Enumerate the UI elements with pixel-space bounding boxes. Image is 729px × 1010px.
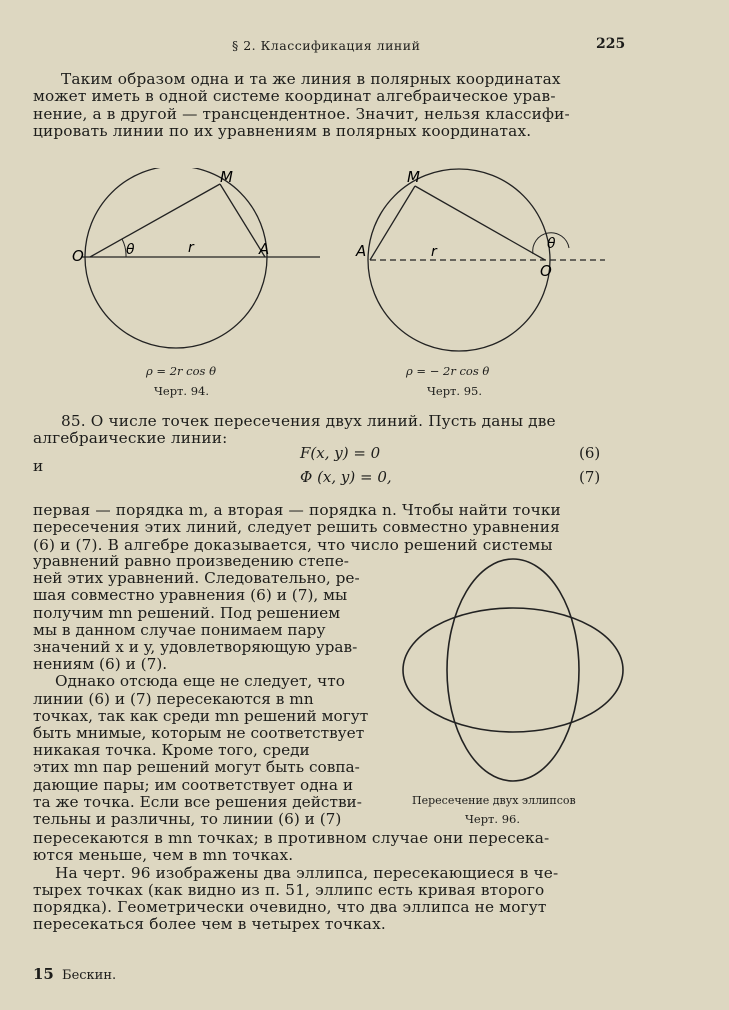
- point-m-label: M: [407, 168, 420, 186]
- intro-paragraph: [33, 71, 623, 140]
- circle: [85, 168, 270, 348]
- figure-94-formula: ρ = 2r cos θ: [146, 364, 217, 378]
- author-name: Бескин.: [62, 968, 117, 983]
- figure-96-label: Пересечение двух эллипсов: [412, 794, 576, 807]
- radius-r-label: r: [431, 244, 437, 260]
- footer-signature: [33, 965, 116, 983]
- text-line: тырех точках (как видно из п. 51, эллипс есть кривая второго: [33, 881, 545, 899]
- text-line: ются меньше, чем в mn точках.: [33, 847, 294, 865]
- text-line: пересечения этих линий, следует решить совместно уравнения: [33, 519, 560, 537]
- text-line: цировать линии по их уравнениям в полярных координатах.: [33, 122, 532, 140]
- text-line: значений x и y, удовлетворяющую урав-: [33, 639, 358, 657]
- text-line: получим mn решений. Под решением: [33, 604, 341, 622]
- text-line: шая совместно уравнения (6) и (7), мы: [33, 587, 348, 605]
- text-line: может иметь в одной системе координат алгебраическое урав-: [33, 88, 556, 106]
- figure-96: [400, 556, 630, 796]
- text-line: линии (6) и (7) пересекаются в mn: [33, 690, 314, 708]
- equation-7-number: (7): [579, 468, 601, 486]
- section-heading-line: 85. О числе точек пересечения двух линий. Пусть даны две: [61, 413, 556, 430]
- equation-7: Φ (x, y) = 0,: [300, 468, 392, 486]
- point-o-label: O: [540, 262, 552, 280]
- text-line: мы в данном случае понимаем пару: [33, 621, 326, 639]
- equation-6-number: (6): [579, 444, 601, 462]
- section-85-heading: [33, 413, 623, 448]
- and-word: [33, 458, 63, 475]
- text-line: та же точка. Если все решения действи-: [33, 793, 362, 811]
- text-line: тельны и различны, то линии (6) и (7): [33, 811, 342, 829]
- text-line: нение, а в другой — трансцендентное. Значит, нельзя классифи-: [33, 105, 570, 123]
- section-title: § 2. Классификация линий: [232, 38, 421, 53]
- paragraph-tail: [33, 830, 623, 934]
- text-line: пересекаются в mn точках; в противном случае они пересека-: [33, 830, 550, 847]
- sheet-number: 15: [33, 965, 54, 983]
- angle-theta-label: θ: [126, 242, 135, 258]
- text-line: дающие пары; им соответствует одна и: [33, 776, 354, 794]
- figure-94-caption: Черт. 94.: [154, 384, 210, 398]
- point-o-label: O: [72, 247, 84, 265]
- text-line: никакая точка. Кроме того, среди: [33, 742, 310, 760]
- equation-6: F(x, y) = 0: [300, 444, 381, 462]
- text-line: быть мнимые, которым не соответствует: [33, 725, 365, 743]
- text-line: этих mn пар решений могут быть совпа-: [33, 759, 360, 777]
- point-a-label: A: [259, 240, 270, 258]
- text-line: (6) и (7). В алгебре доказывается, что число решений системы: [33, 536, 553, 554]
- horizontal-ellipse: [403, 608, 623, 732]
- figure-95-caption: Черт. 95.: [427, 384, 483, 398]
- figure-94: [70, 168, 330, 368]
- text-line: алгебраические линии:: [33, 430, 228, 448]
- radius-r-label: r: [188, 240, 194, 256]
- paragraph-full-width: [33, 502, 623, 554]
- point-a-label: A: [356, 242, 367, 260]
- vertical-ellipse: [447, 559, 579, 781]
- figure-95: [355, 168, 615, 368]
- text-line: уравнений равно произведению степе-: [33, 553, 349, 570]
- running-header: [0, 38, 729, 58]
- angle-theta-label: θ: [547, 236, 556, 252]
- page-number: 225: [596, 36, 626, 52]
- text-line: порядка). Геометрически очевидно, что два эллипса не могут: [33, 899, 547, 917]
- text-line: нениям (6) и (7).: [33, 656, 168, 674]
- point-m-label: M: [220, 168, 233, 186]
- figure-95-formula: ρ = − 2r cos θ: [406, 364, 490, 378]
- text-line: первая — порядка m, а вторая — порядка n. Чтобы найти точки: [33, 502, 561, 519]
- text-line: пересекаться более чем в четырех точках.: [33, 916, 386, 934]
- figure-96-caption: Черт. 96.: [465, 812, 521, 826]
- text-line: и: [33, 458, 44, 475]
- text-line: Таким образом одна и та же линия в полярных координатах: [61, 71, 561, 88]
- text-line: ней этих уравнений. Следовательно, ре-: [33, 570, 360, 588]
- text-line: На черт. 96 изображены два эллипса, пересекающиеся в че-: [55, 864, 559, 882]
- text-line: точках, так как среди mn решений могут: [33, 707, 369, 725]
- paragraph-narrow: [33, 553, 391, 828]
- text-line: Однако отсюда еще не следует, что: [55, 673, 345, 691]
